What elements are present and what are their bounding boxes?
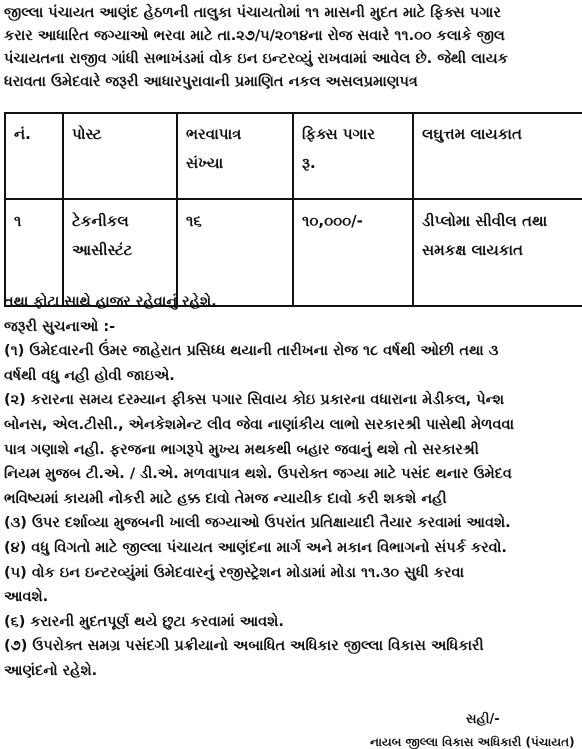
header-count-line: સંખ્યા xyxy=(186,154,224,172)
cell-count: ૧૬ xyxy=(177,199,293,306)
body-line: (૭) ઉપરોક્ત સમગ્ર પસંદગી પ્રક્રીયાનો અબાધિત અધિકાર જીલ્લા વિકાસ અધિકારી xyxy=(4,638,484,655)
cell-no: ૧ xyxy=(5,199,63,306)
header-pay-line: ફિક્સ પગાર xyxy=(302,125,376,143)
body-line: (૧) ઉમેદવારની ઉંમર જાહેરાત પ્રસિધ્ધ થયાની તારીખના રોજ ૧૮ વર્ષથી ઓછી તથા ૩ xyxy=(4,343,499,360)
body-line: ભવિષ્યમાં કાયમી નોકરી માટે હક્ક દાવો તેમજ ન્યાયીક દાવો કરી શકશે નહી xyxy=(4,490,447,507)
cell-qualification-line: ડીપ્લોમા સીવીલ તથા xyxy=(422,212,548,230)
body-line: આણંદનો રહેશે. xyxy=(4,662,98,679)
header-count xyxy=(177,113,293,199)
instructions-section xyxy=(4,290,582,684)
intro-line: કરાર આધારિત જગ્યાઓ ભરવા માટે તા.૨૭/૫/૨૦૧૪ના રોજ સવારે ૧૧.૦૦ કલાકે જીલ xyxy=(4,28,505,44)
body-line: (૩) ઉપર દર્શાવ્યા મુજબની ખાલી જગ્યાઓ ઉપરાંત પ્રતિક્ષાયાદી તૈયાર કરવામાં આવશે. xyxy=(4,515,511,532)
body-line: આવશે. xyxy=(4,589,49,606)
cell-post-line: આસીસ્ટંટ xyxy=(72,241,133,259)
body-line: પાત્ર ગણાશે નહી. ફરજના ભાગરૂપે મુખ્ય મથકથી બહાર જવાનું થશે તો સરકારશ્રી xyxy=(4,441,479,458)
posts-table xyxy=(4,112,582,307)
header-pay-line: રૂ. xyxy=(302,154,316,172)
body-line: (૨) કરારના સમય દરમ્યાન ફીક્સ પગાર સિવાય કોઇ પ્રકારના વધારાના મેડીકલ, પેન્શ xyxy=(4,392,505,409)
body-line: (૬) કરારની મુદતપૂર્ણ થયે છુટા કરવામાં આવશે. xyxy=(4,613,284,630)
cell-pay: ૧૦,૦૦૦/- xyxy=(293,199,413,306)
intro-line: ધરાવતા ઉમેદવારે જરૂરી આધારપુરાવાની પ્રમાણિત નકલ અસલપ્રમાણપત્ર xyxy=(4,74,418,90)
header-no: નં. xyxy=(5,113,63,199)
cell-qualification-line: સમકક્ષ લાયકાત xyxy=(422,241,523,259)
body-line: તથા ફોટા સાથે હાજર રહેવાનું રહેશે. xyxy=(4,294,217,310)
intro-line: જીલ્લા પંચાયત આણંદ હેઠળની તાલુકા પંચાયતોમાં ૧૧ માસની મુદત માટે ફિક્સ પગાર xyxy=(4,5,501,21)
header-qualification: લઘુત્તમ લાયકાત xyxy=(413,113,582,199)
header-count-line: ભરવાપાત્ર xyxy=(186,125,242,143)
table-header-row xyxy=(5,113,582,199)
body-line: વર્ષથી વધુ નહી હોવી જાઇએ. xyxy=(4,367,175,384)
signature-designation: નાયબ જીલ્લા વિકાસ અધિકારી (પંચાયત) xyxy=(370,735,575,749)
intro-paragraph xyxy=(4,2,582,94)
instructions-heading: જરૂરી સુચનાઓ :- xyxy=(4,318,116,335)
body-line: (૫) વોક ઇન ઇન્ટરવ્યુંમાં ઉમેદવારનું રજીસ્ટ્રેશન મોડામાં મોડા ૧૧.૩૦ સુધી કરવા xyxy=(4,564,465,581)
header-pay xyxy=(293,113,413,199)
signature-label: સહી/- xyxy=(466,712,500,727)
cell-post-line: ટેકનીકલ xyxy=(72,212,129,230)
header-post: પોસ્ટ xyxy=(63,113,177,199)
body-line: (૪) વધુ વિગતો માટે જીલ્લા પંચાયત આણંદના માર્ગ અને મકાન વિભાગનો સંપર્ક કરવો. xyxy=(4,539,507,556)
intro-line: પંચાયતના રાજીવ ગાંધી સભાખંડમાં વોક ઇન ઇન્ટરવ્યું રાખવામાં આવેલ છે. જેથી લાયક xyxy=(4,51,508,67)
body-line: નિયમ મુજબ ટી.એ. / ડી.એ. મળવાપાત્ર થશે. ઉપરોક્ત જગ્યા માટે પસંદ થનાર ઉમેદવ xyxy=(4,466,512,483)
body-line: બોનસ, એલ.ટીસી., એનકેશમેન્ટ લીવ જેવા નાણાંકીય લાભો સરકારશ્રી પાસેથી મેળવવા xyxy=(4,416,515,433)
